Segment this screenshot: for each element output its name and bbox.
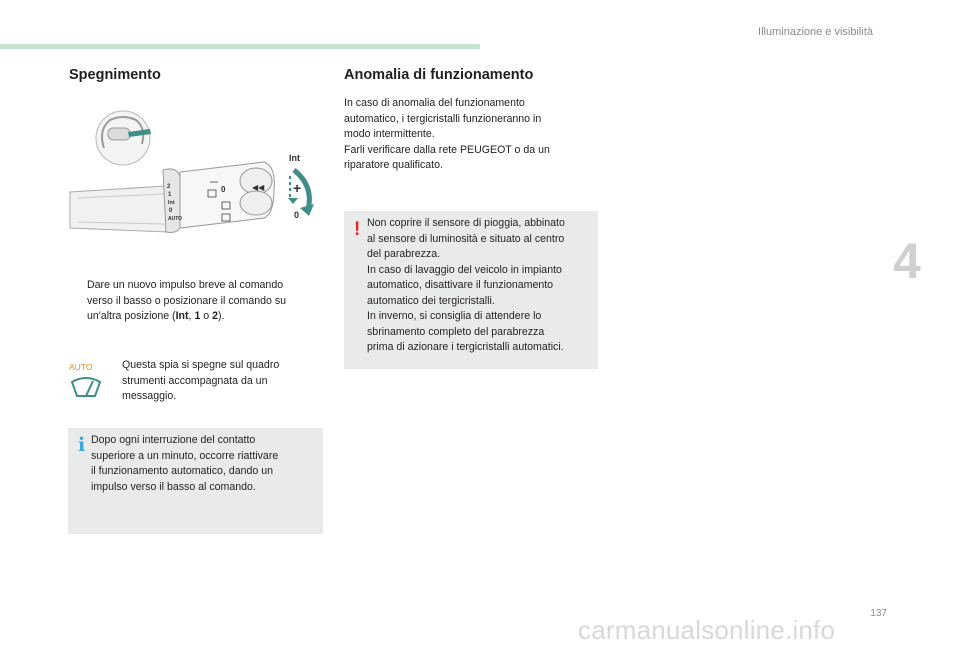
warning-exclamation-icon: !	[354, 219, 361, 240]
section-heading-spegnimento: Spegnimento	[69, 67, 161, 83]
bullet-line-3: un'altra posizione (Int, 1 o 2).	[87, 310, 225, 322]
label-zero-bottom: 0	[294, 210, 300, 220]
ring-label-auto: AUTO	[168, 216, 183, 222]
wiper-stalk-illustration	[68, 110, 324, 240]
page-number: 137	[870, 608, 887, 619]
bullet-line-2: verso il basso o posizionare il comando su	[87, 294, 287, 307]
chapter-number: 4	[893, 233, 921, 289]
ring-label-2: 2	[167, 184, 171, 190]
warning-note-box: ! Non coprire il sensore di pioggia, abbinato al sensore di luminosità e situato al centro del parabrezza. In caso di lavaggio del veicolo in impianto automatico, disattivare il funzionamento automatico dei tergicristalli. In inverno, si consiglia di attendere lo sbrinamento completo del parabrezza prima di azionare i tergicristalli automatici.	[344, 211, 598, 369]
ring-label-0: 0	[169, 208, 173, 214]
watermark-text: carmanualsonline.info	[578, 615, 836, 645]
section-heading-anomalia: Anomalia di funzionamento	[344, 67, 534, 83]
wiper-stalk-drawing	[68, 110, 324, 240]
knob-label-0: 0	[221, 185, 226, 194]
anomaly-paragraph: In caso di anomalia del funzionamento automatico, i tergicristalli funzioneranno in modo intermittente. Farli verificare dalla rete PEUGEOT o da un riparatore qualificato.	[344, 97, 550, 171]
auto-wiper-warning-light-icon	[68, 362, 104, 402]
ring-label-1: 1	[168, 192, 172, 198]
auto-icon-label: AUTO	[69, 362, 93, 372]
bullet-line-1: Dare un nuovo impulso breve al comando	[87, 279, 284, 291]
steering-wheel-inset	[96, 111, 151, 165]
instruction-bullet	[69, 278, 319, 325]
label-plus: +	[293, 180, 302, 196]
info-note-box: i Dopo ogni interruzione del contatto superiore a un minuto, occorre riattivare il funzionamento automatico, dando un impulso verso il basso al comando.	[68, 428, 323, 534]
header-accent-bar	[0, 44, 480, 49]
label-int-top: Int	[289, 153, 300, 163]
warning-light-description: Questa spia si spegne sul quadro strumenti accompagnata da un messaggio.	[122, 359, 280, 402]
knob-label-arrows: ◀◀	[252, 183, 265, 192]
info-icon: i	[78, 434, 86, 456]
section-title: Illuminazione e visibilità	[758, 26, 873, 38]
ring-label-int: Int	[168, 200, 175, 206]
